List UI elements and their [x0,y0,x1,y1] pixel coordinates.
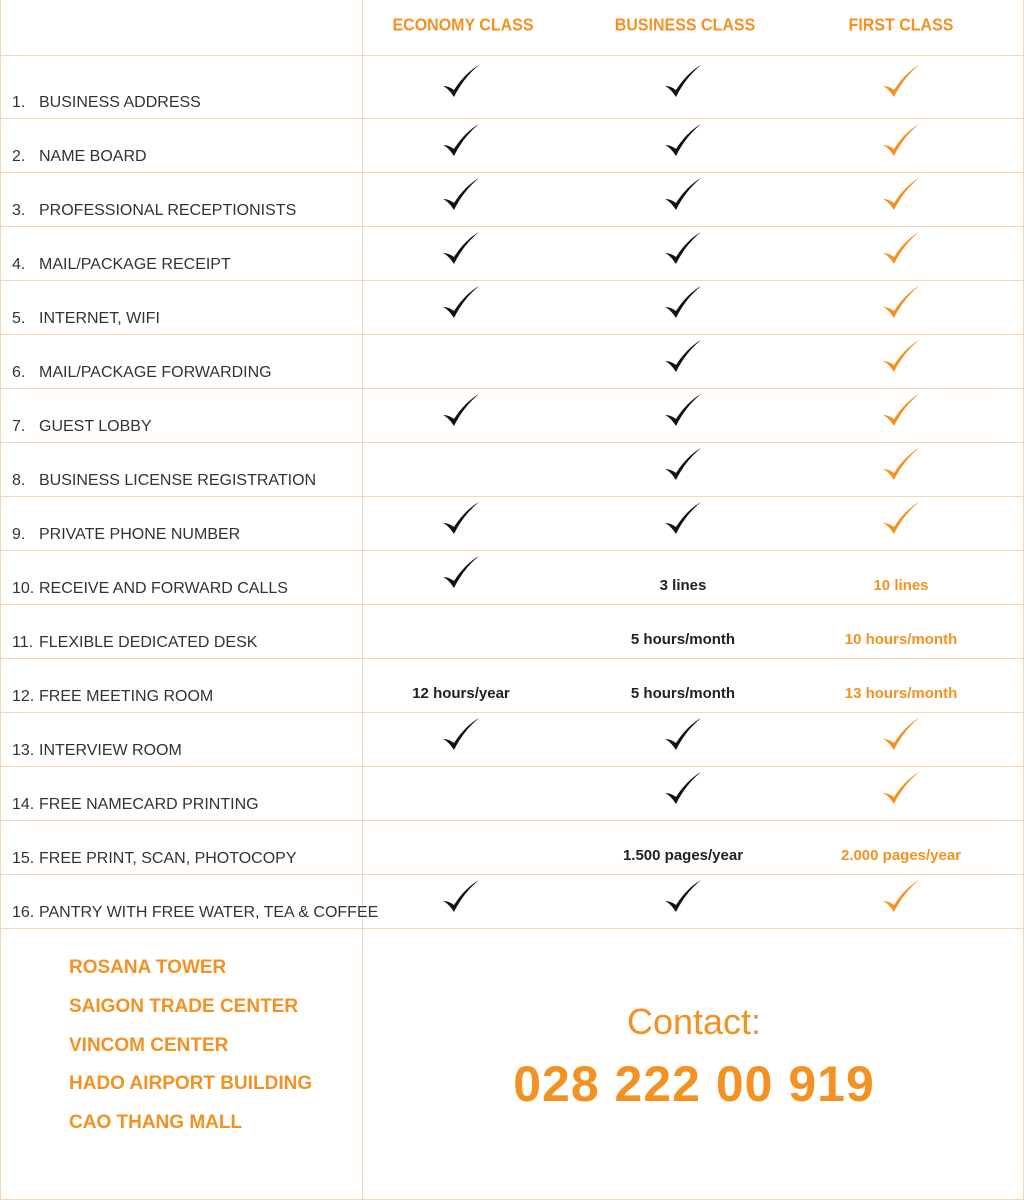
feature-number: 7. [12,418,26,435]
business-cell [583,173,783,226]
checkmark-icon [661,390,705,434]
table-row [1,767,1024,821]
economy-cell [363,659,559,712]
economy-cell [363,281,559,334]
business-cell [583,875,783,928]
table-row [1,551,1024,605]
business-cell [583,497,783,550]
checkmark-icon [661,336,705,380]
header-first-class: FIRST CLASS [848,16,954,35]
location-item: CAO THANG MALL [69,1112,243,1134]
checkmark-icon [661,120,705,164]
location-item: ROSANA TOWER [69,957,227,978]
checkmark-icon [661,498,705,542]
contact-block [363,1000,1024,1116]
business-cell [583,119,783,172]
checkmark-icon [439,552,483,596]
first-cell [801,389,1001,442]
business-cell [583,551,783,604]
table-row [1,605,1024,659]
feature-label: MAIL/PACKAGE FORWARDING [39,364,272,381]
header-economy-class: ECONOMY CLASS [392,16,534,35]
first-cell [801,173,1001,226]
economy-cell [363,443,559,496]
feature-number: 14. [12,796,35,813]
business-cell [583,605,783,658]
first-cell [801,659,1001,712]
checkmark-icon [439,228,483,272]
feature-number: 10. [12,580,35,597]
feature-label: FLEXIBLE DEDICATED DESK [39,634,258,651]
business-cell [583,659,783,712]
table-header [1,0,1024,56]
first-cell [801,56,1001,118]
location-item: VINCOM CENTER [69,1034,229,1056]
table-row [1,227,1024,281]
checkmark-icon [879,61,923,105]
table-row [1,173,1024,227]
first-cell [801,605,1001,658]
feature-label: FREE MEETING ROOM [39,688,214,705]
feature-number: 13. [12,742,35,759]
table-row [1,713,1024,767]
checkmark-icon [661,174,705,218]
business-value: 3 lines [659,577,707,594]
feature-number: 12. [12,688,35,705]
business-cell [583,281,783,334]
feature-number: 4. [12,256,26,273]
economy-cell [363,389,559,442]
feature-number: 15. [12,850,35,867]
table-row [1,821,1024,875]
economy-cell [363,497,559,550]
feature-label: FREE NAMECARD PRINTING [39,796,259,813]
feature-number: 3. [12,202,26,219]
checkmark-icon [661,282,705,326]
checkmark-icon [879,390,923,434]
feature-rows [1,56,1024,929]
business-value: 5 hours/month [630,685,736,702]
business-cell [583,335,783,388]
business-value: 1.500 pages/year [622,847,744,864]
contact-label: Contact: [626,1001,762,1042]
header-business-class: BUSINESS CLASS [614,16,756,35]
checkmark-icon [439,61,483,105]
checkmark-icon [879,444,923,488]
feature-label: BUSINESS ADDRESS [39,94,201,111]
first-cell [801,227,1001,280]
feature-label: MAIL/PACKAGE RECEIPT [39,256,231,273]
first-value: 13 hours/month [844,685,958,702]
checkmark-icon [879,120,923,164]
table-row [1,56,1024,119]
economy-cell [363,119,559,172]
checkmark-icon [439,498,483,542]
checkmark-icon [879,768,923,812]
table-row [1,659,1024,713]
feature-label: GUEST LOBBY [39,418,152,435]
first-cell [801,551,1001,604]
location-item: HADO AIRPORT BUILDING [69,1073,313,1095]
first-cell [801,443,1001,496]
first-cell [801,821,1001,874]
table-row [1,119,1024,173]
first-value: 2.000 pages/year [840,847,962,864]
business-cell [583,56,783,118]
business-cell [583,389,783,442]
checkmark-icon [439,714,483,758]
feature-number: 6. [12,364,26,381]
feature-label: FREE PRINT, SCAN, PHOTOCOPY [39,850,297,867]
checkmark-icon [661,61,705,105]
feature-number: 8. [12,472,26,489]
checkmark-icon [879,282,923,326]
first-cell [801,281,1001,334]
feature-label: NAME BOARD [39,148,147,165]
table-row [1,389,1024,443]
table-row [1,281,1024,335]
first-cell [801,713,1001,766]
feature-label: RECEIVE AND FORWARD CALLS [39,580,288,597]
feature-label: PANTRY WITH FREE WATER, TEA & COFFEE [39,904,379,921]
checkmark-icon [879,228,923,272]
economy-cell [363,227,559,280]
economy-cell [363,551,559,604]
feature-number: 5. [12,310,26,327]
first-cell [801,497,1001,550]
first-cell [801,119,1001,172]
checkmark-icon [879,336,923,380]
checkmark-icon [439,282,483,326]
economy-cell [363,605,559,658]
economy-cell [363,56,559,118]
first-value: 10 hours/month [844,631,958,648]
economy-value: 12 hours/year [412,685,510,702]
economy-cell [363,767,559,820]
checkmark-icon [661,228,705,272]
checkmark-icon [879,498,923,542]
checkmark-icon [439,390,483,434]
locations-list [69,955,312,1149]
feature-label: BUSINESS LICENSE REGISTRATION [39,472,317,489]
table-row [1,875,1024,929]
checkmark-icon [661,714,705,758]
first-cell [801,335,1001,388]
checkmark-icon [879,876,923,920]
business-cell [583,821,783,874]
checkmark-icon [439,120,483,164]
feature-number: 9. [12,526,26,543]
economy-cell [363,335,559,388]
economy-cell [363,875,559,928]
economy-cell [363,821,559,874]
checkmark-icon [661,444,705,488]
feature-label: PROFESSIONAL RECEPTIONISTS [39,202,297,219]
economy-cell [363,713,559,766]
business-value: 5 hours/month [630,631,736,648]
table-row [1,497,1024,551]
business-cell [583,767,783,820]
first-cell [801,875,1001,928]
checkmark-icon [879,714,923,758]
checkmark-icon [661,876,705,920]
feature-number: 16. [12,904,35,921]
economy-cell [363,173,559,226]
checkmark-icon [439,876,483,920]
business-cell [583,713,783,766]
feature-number: 2. [12,148,26,165]
feature-label: INTERVIEW ROOM [39,742,182,759]
contact-phone-number[interactable]: 028 222 00 919 [513,1056,875,1112]
feature-label: PRIVATE PHONE NUMBER [39,526,241,543]
checkmark-icon [439,174,483,218]
table-row [1,443,1024,497]
feature-number: 1. [12,94,26,111]
location-item: SAIGON TRADE CENTER [69,995,299,1017]
business-cell [583,443,783,496]
business-cell [583,227,783,280]
first-value: 10 lines [873,577,929,594]
first-cell [801,767,1001,820]
feature-number: 11. [12,634,34,651]
checkmark-icon [661,768,705,812]
table-row [1,335,1024,389]
feature-label: INTERNET, WIFI [39,310,160,327]
checkmark-icon [879,174,923,218]
